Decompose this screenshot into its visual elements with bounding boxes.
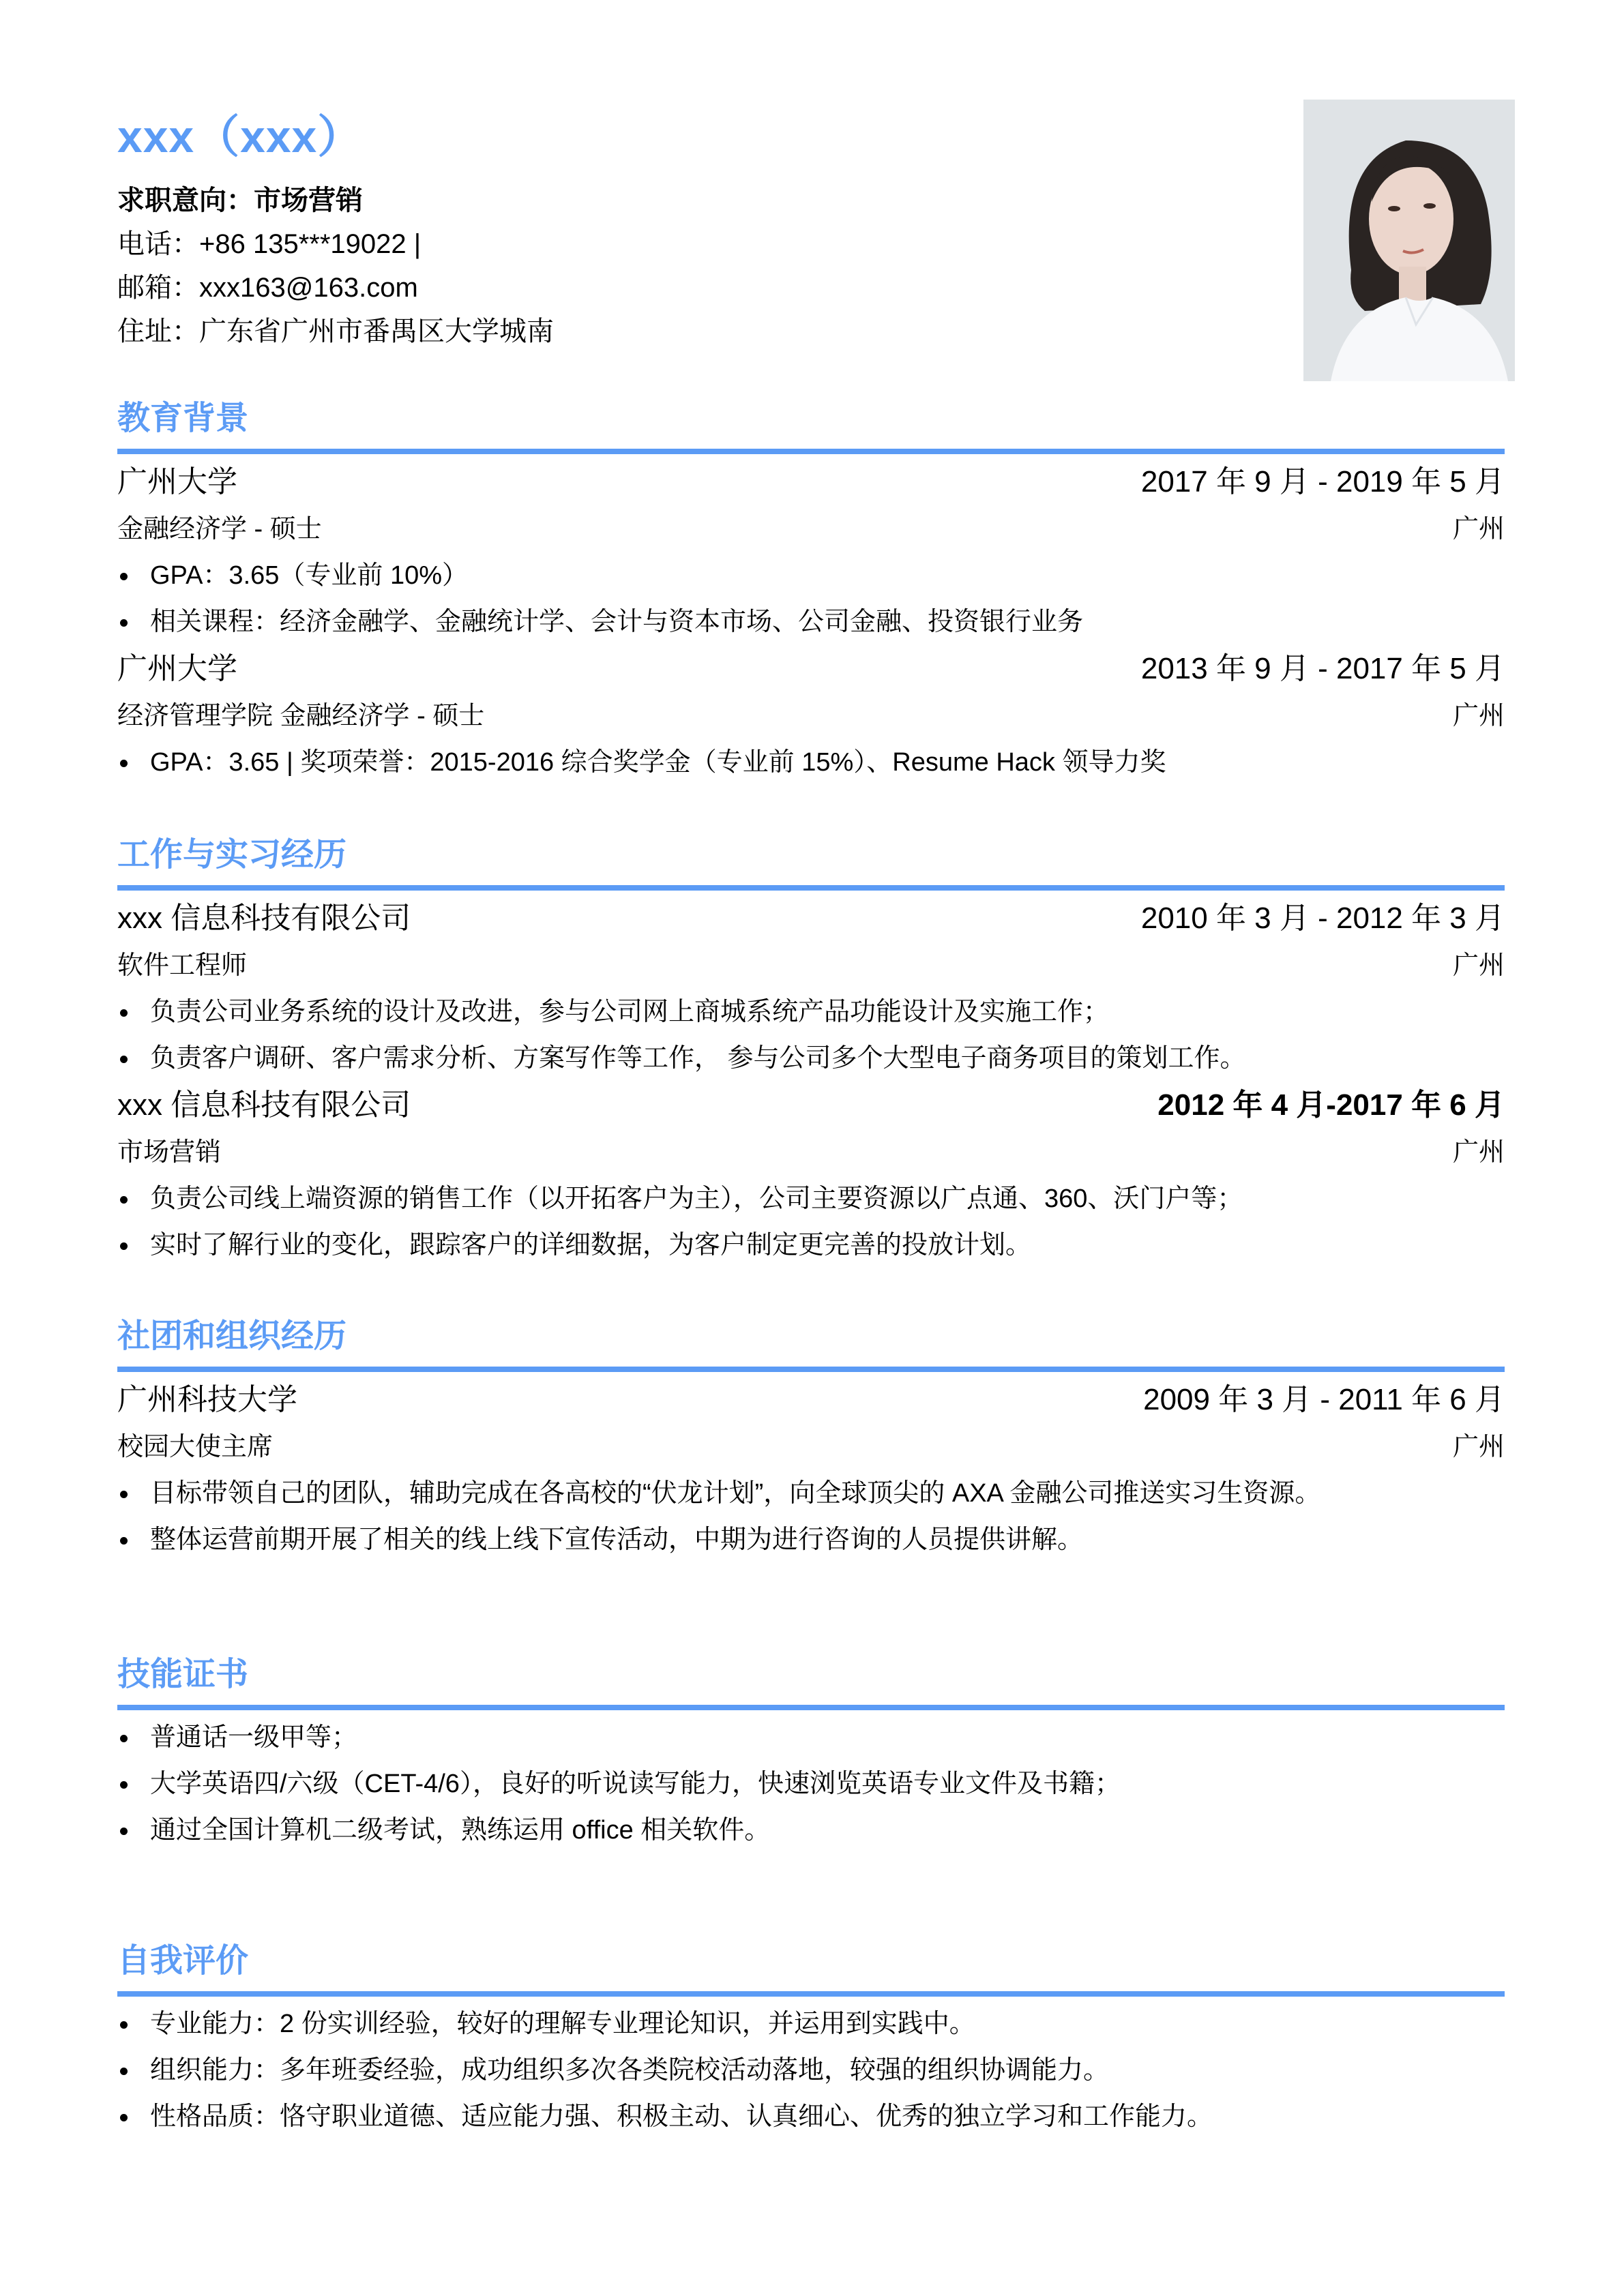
section-title-skills: 技能证书 bbox=[117, 1656, 249, 1693]
list-item: 负责公司业务系统的设计及改进，参与公司网上商城系统产品功能设计及实施工作； bbox=[117, 989, 1505, 1035]
job-intent: 求职意向：市场营销 bbox=[117, 185, 363, 215]
school-name: 广州大学 bbox=[117, 465, 237, 498]
portrait-photo bbox=[1303, 100, 1515, 381]
section-title-education: 教育背景 bbox=[117, 400, 249, 436]
org-entry-sub bbox=[117, 1424, 1505, 1470]
section-divider bbox=[117, 1705, 1505, 1710]
org-bullets bbox=[117, 1470, 1505, 1563]
section-divider bbox=[117, 449, 1505, 454]
phone: 电话：+86 135***19022 | bbox=[117, 229, 422, 259]
section-divider bbox=[117, 885, 1505, 891]
date-range: 2013 年 9 月 - 2017 年 5 月 bbox=[1140, 652, 1505, 685]
list-item: 负责公司线上端资源的销售工作（以开拓客户为主），公司主要资源以广点通、360、沃门户等； bbox=[117, 1176, 1505, 1222]
list-item: GPA：3.65（专业前 10%） bbox=[117, 552, 1505, 599]
org-role: 校园大使主席 bbox=[117, 1433, 274, 1461]
list-item: 实时了解行业的变化，跟踪客户的详细数据，为客户制定更完善的投放计划。 bbox=[117, 1222, 1505, 1268]
list-item: 整体运营前期开展了相关的线上线下宣传活动，中期为进行咨询的人员提供讲解。 bbox=[117, 1517, 1505, 1563]
company-name: xxx 信息科技有限公司 bbox=[117, 1088, 411, 1122]
date-range: 2012 年 4 月-2017 年 6 月 bbox=[1157, 1088, 1505, 1122]
work-bullets bbox=[117, 989, 1505, 1082]
work-entry-sub bbox=[117, 942, 1505, 989]
work-entry-header bbox=[117, 895, 1505, 942]
section-title-organization: 社团和组织经历 bbox=[117, 1318, 347, 1354]
job-role: 市场营销 bbox=[117, 1138, 222, 1167]
list-item: 目标带领自己的团队，辅助完成在各高校的“伏龙计划”，向全球顶尖的 AXA 金融公司推送实习生资源。 bbox=[117, 1470, 1505, 1517]
location: 广州 bbox=[1452, 951, 1505, 980]
self-evaluation-section bbox=[117, 1937, 1505, 2140]
education-section bbox=[117, 394, 1505, 786]
list-item: 相关课程：经济金融学、金融统计学、会计与资本市场、公司金融、投资银行业务 bbox=[117, 599, 1505, 645]
list-item: 性格品质：恪守职业道德、适应能力强、积极主动、认真细心、优秀的独立学习和工作能力。 bbox=[117, 2093, 1505, 2140]
contact-block bbox=[117, 179, 554, 353]
education-entry-sub bbox=[117, 506, 1505, 552]
work-section bbox=[117, 831, 1505, 1268]
work-entry-header bbox=[117, 1082, 1505, 1129]
location: 广州 bbox=[1452, 515, 1505, 543]
address: 住址：广东省广州市番禺区大学城南 bbox=[117, 316, 554, 346]
skills-section bbox=[117, 1650, 1505, 1853]
education-entry-sub bbox=[117, 693, 1505, 739]
org-entry-header bbox=[117, 1376, 1505, 1424]
list-item: GPA：3.65 | 奖项荣誉：2015-2016 综合奖学金（专业前 15%）、Resume Hack 领导力奖 bbox=[117, 739, 1505, 786]
skills-bullets bbox=[117, 1714, 1505, 1853]
location: 广州 bbox=[1452, 1433, 1505, 1461]
location: 广州 bbox=[1452, 702, 1505, 730]
list-item: 普通话一级甲等； bbox=[117, 1714, 1505, 1761]
education-bullets bbox=[117, 552, 1505, 645]
education-entry-header bbox=[117, 645, 1505, 693]
org-name: 广州科技大学 bbox=[117, 1383, 297, 1416]
portrait-illustration-icon bbox=[1303, 100, 1515, 381]
list-item: 大学英语四/六级（CET-4/6），良好的听说读写能力，快速浏览英语专业文件及书籍； bbox=[117, 1761, 1505, 1807]
list-item: 通过全国计算机二级考试，熟练运用 office 相关软件。 bbox=[117, 1807, 1505, 1853]
list-item: 负责客户调研、客户需求分析、方案写作等工作， 参与公司多个大型电子商务项目的策划工作。 bbox=[117, 1035, 1505, 1082]
job-role: 软件工程师 bbox=[117, 951, 248, 980]
major-degree: 经济管理学院 金融经济学 - 硕士 bbox=[117, 702, 485, 730]
education-bullets bbox=[117, 739, 1505, 786]
school-name: 广州大学 bbox=[117, 652, 237, 685]
section-divider bbox=[117, 1991, 1505, 1997]
section-title-self-evaluation: 自我评价 bbox=[117, 1943, 249, 1979]
list-item: 组织能力：多年班委经验，成功组织多次各类院校活动落地，较强的组织协调能力。 bbox=[117, 2047, 1505, 2093]
work-bullets bbox=[117, 1176, 1505, 1268]
section-title-work: 工作与实习经历 bbox=[117, 837, 347, 873]
major-degree: 金融经济学 - 硕士 bbox=[117, 515, 322, 543]
self-eval-bullets bbox=[117, 2001, 1505, 2140]
education-entry-header bbox=[117, 458, 1505, 506]
date-range: 2017 年 9 月 - 2019 年 5 月 bbox=[1140, 465, 1505, 498]
email: 邮箱：xxx163@163.com bbox=[117, 273, 418, 303]
candidate-name: xxx（xxx） bbox=[117, 111, 364, 162]
company-name: xxx 信息科技有限公司 bbox=[117, 901, 411, 935]
work-entry-sub bbox=[117, 1129, 1505, 1176]
list-item: 专业能力：2 份实训经验，较好的理解专业理论知识，并运用到实践中。 bbox=[117, 2001, 1505, 2047]
organization-section bbox=[117, 1312, 1505, 1563]
section-divider bbox=[117, 1367, 1505, 1372]
date-range: 2010 年 3 月 - 2012 年 3 月 bbox=[1140, 901, 1505, 935]
date-range: 2009 年 3 月 - 2011 年 6 月 bbox=[1143, 1383, 1505, 1416]
location: 广州 bbox=[1452, 1138, 1505, 1167]
